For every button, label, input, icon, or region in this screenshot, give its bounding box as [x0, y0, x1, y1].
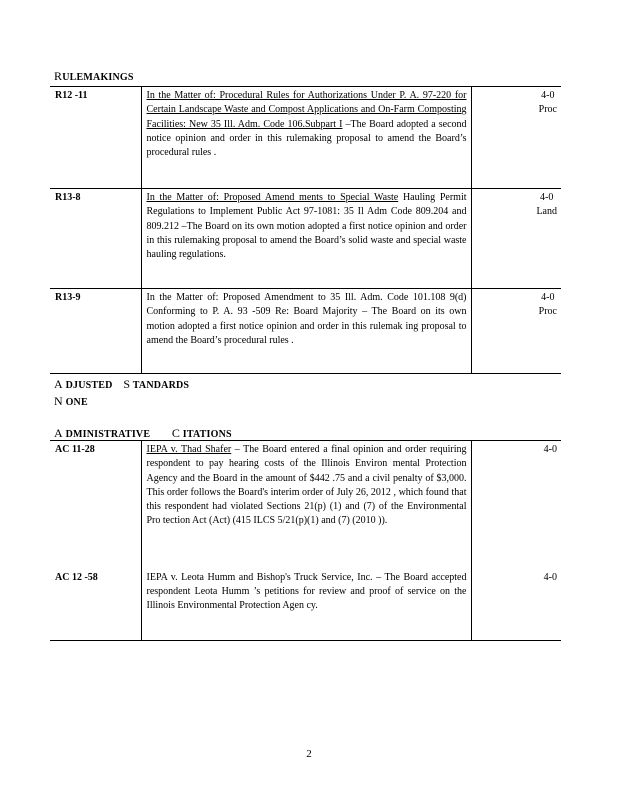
vote-count: 4-0 [541, 90, 555, 101]
case-description [141, 87, 471, 189]
rulemakings-table [50, 86, 561, 374]
case-number: AC 11-28 [55, 444, 95, 455]
case-title: In the Matter of: Proposed Amend ments to Special Waste [146, 192, 399, 203]
none-heading [54, 394, 88, 409]
vote-count: 4-0 [543, 444, 557, 455]
heading-rest: ULEMAKINGS [62, 72, 134, 83]
heading-rest: DMINISTRATIVE [65, 429, 151, 440]
heading-cap: C [171, 426, 181, 440]
vote-category: Proc [538, 104, 557, 116]
vote-cell [471, 289, 561, 374]
heading-cap: R [54, 69, 63, 83]
heading-cap: N [54, 394, 63, 408]
rulemakings-heading [54, 69, 134, 84]
table-row [50, 189, 561, 289]
table-row [50, 441, 561, 569]
heading-rest: DJUSTED [65, 380, 113, 391]
case-title: IEPA v. Thad Shafer [146, 444, 232, 455]
case-number: R12 -11 [55, 90, 88, 101]
vote-count: 4-0 [543, 571, 557, 583]
case-body: –The Board adopted a second notice opinion and order in this rulemaking proposal to amend the Board’s procedural rules . [146, 118, 467, 159]
case-description [141, 289, 471, 374]
vote-category: Land [536, 206, 557, 218]
case-description [141, 569, 471, 641]
heading-rest: ITATIONS [182, 429, 232, 440]
case-number: R13-9 [55, 292, 81, 303]
heading-cap: S [123, 377, 131, 391]
table-row [50, 569, 561, 641]
heading-rest: TANDARDS [132, 380, 190, 391]
case-number: AC 12 -58 [55, 571, 98, 583]
case-body: Hauling Permit Regulations to Implement Public Act 97-1081: 35 Il Adm Code 809.204 and 809.212 –The Board on its own motion adopted a first notice opinion and order in this rulemaking proposal to amend the Board’s solid waste and special waste hauling regulations. [146, 192, 467, 261]
case-body: In the Matter of: Proposed Amendment to 35 Ill. Adm. Code 101.108 9(d) Conforming to P. A. 93 -509 Re: Board Majority – The Board on its own motion adopted a first notice opinion and order in this rulemak ing proposal to amend the Board’s procedural rules . [146, 292, 467, 346]
table-row [50, 87, 561, 189]
heading-rest: ONE [65, 397, 88, 408]
case-title: In the Matter of: Procedural Rules for Authorizations Under P. A. 97-220 for Certain Landscape Waste and Compost Applications and On-Farm Composting Facilities: New 35 Ill. Adm. Code 106.Subpart I [146, 90, 467, 130]
page-number: 2 [306, 748, 312, 760]
adjusted-standards-heading [54, 377, 189, 392]
citations-table [50, 440, 561, 641]
case-body: IEPA v. Leota Humm and Bishop's Truck Service, Inc. – The Board accepted respondent Leota Humm ’s petitions for review and proof of service on the Illinois Environmental Protection Agen cy. [146, 571, 467, 612]
vote-cell [471, 189, 561, 289]
case-number: R13-8 [55, 192, 81, 203]
vote-count: 4-0 [541, 292, 555, 303]
vote-count: 4-0 [540, 192, 554, 203]
case-body: – The Board entered a final opinion and order requiring respondent to pay hearing costs of the Illinois Environ mental Protection Agency and the Board in the amount of $442 .75 and a civil penalty of $3,000. This order follows the Board's interim order of July 26, 2012 , which found that this respondent had violated Sections 21(p) (1) and (7) of the Environmental Pro tection Act (Act) (415 ILCS 5/21(p)(1) and (7) (2010 )). [146, 444, 467, 527]
vote-cell [471, 569, 561, 641]
case-description [141, 189, 471, 289]
vote-category: Proc [538, 306, 557, 318]
vote-cell [471, 441, 561, 569]
case-description [141, 441, 471, 569]
vote-cell [471, 87, 561, 189]
heading-cap: A [54, 426, 63, 440]
administrative-citations-heading [54, 426, 232, 441]
table-row [50, 289, 561, 374]
heading-cap: A [54, 377, 63, 391]
